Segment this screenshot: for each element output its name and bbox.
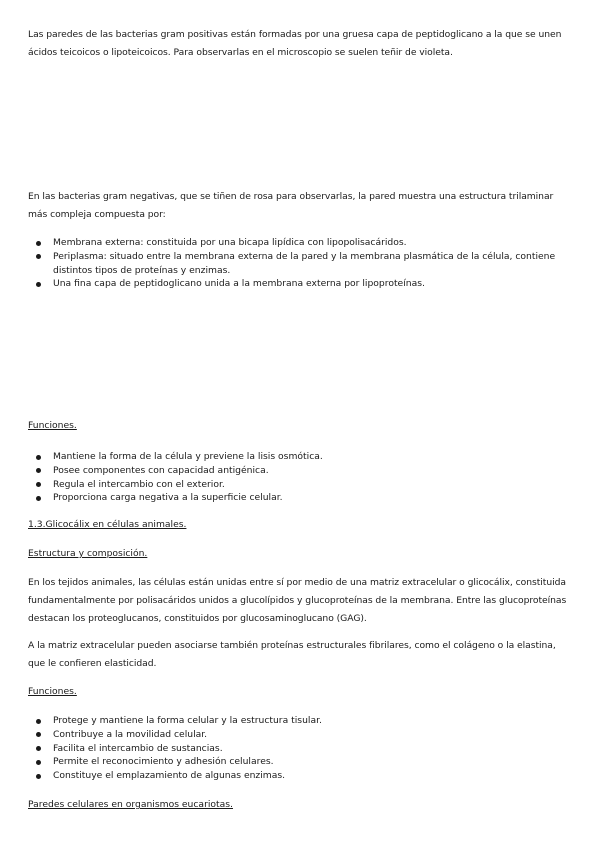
gram-negative-layers-list <box>28 236 568 291</box>
list-item: Membrana externa: constituida por una bicapa lipídica con lipopolisacáridos. <box>28 236 568 250</box>
heading-estructura: Estructura y composición. <box>28 548 148 559</box>
heading-paredes-eucariotas: Paredes celulares en organismos eucariotas. <box>28 799 233 810</box>
heading-glicocalix-section: 1.3.Glicocálix en células animales. <box>28 519 187 530</box>
list-item: Periplasma: situado entre la membrana externa de la pared y la membrana plasmática de la célula, contiene distintos tipos de proteínas y enzimas. <box>28 250 568 278</box>
list-item: Protege y mantiene la forma celular y la estructura tisular. <box>28 714 568 728</box>
glicocalix-functions-list <box>28 714 568 783</box>
heading-funciones-2: Funciones. <box>28 686 77 697</box>
list-item: Facilita el intercambio de sustancias. <box>28 742 568 756</box>
bacterial-functions-list <box>28 450 568 505</box>
list-item: Posee componentes con capacidad antigénica. <box>28 464 568 478</box>
paragraph-gram-positive: Las paredes de las bacterias gram positivas están formadas por una gruesa capa de peptidoglicano a la que se unen ácidos teicoicos o lipoteicoicos. Para observarlas en el microscopio se suelen teñir de violeta. <box>28 29 562 58</box>
list-item: Una fina capa de peptidoglicano unida a la membrana externa por lipoproteínas. <box>28 277 568 291</box>
list-item: Constituye el emplazamiento de algunas enzimas. <box>28 769 568 783</box>
list-item: Regula el intercambio con el exterior. <box>28 478 568 492</box>
list-item: Mantiene la forma de la célula y previene la lisis osmótica. <box>28 450 568 464</box>
paragraph-glicocalix-1: En los tejidos animales, las células están unidas entre sí por medio de una matriz extracelular o glicocálix, constituida fundamentalmente por polisacáridos unidos a glucolípidos y glucoproteínas de la membrana. Entre las glucoproteínas destacan los proteoglucanos, constituidos por glucosaminoglucano (GAG). <box>28 577 567 624</box>
paragraph-glicocalix-2: A la matriz extracelular pueden asociarse también proteínas estructurales fibrilares, como el colágeno o la elastina, que le confieren elasticidad. <box>28 640 556 669</box>
paragraph-gram-negative: En las bacterias gram negativas, que se tiñen de rosa para observarlas, la pared muestra una estructura trilaminar más compleja compuesta por: <box>28 191 554 220</box>
list-item: Contribuye a la movilidad celular. <box>28 728 568 742</box>
list-item: Proporciona carga negativa a la superficie celular. <box>28 491 568 505</box>
list-item: Permite el reconocimiento y adhesión celulares. <box>28 755 568 769</box>
heading-funciones-1: Funciones. <box>28 420 77 431</box>
